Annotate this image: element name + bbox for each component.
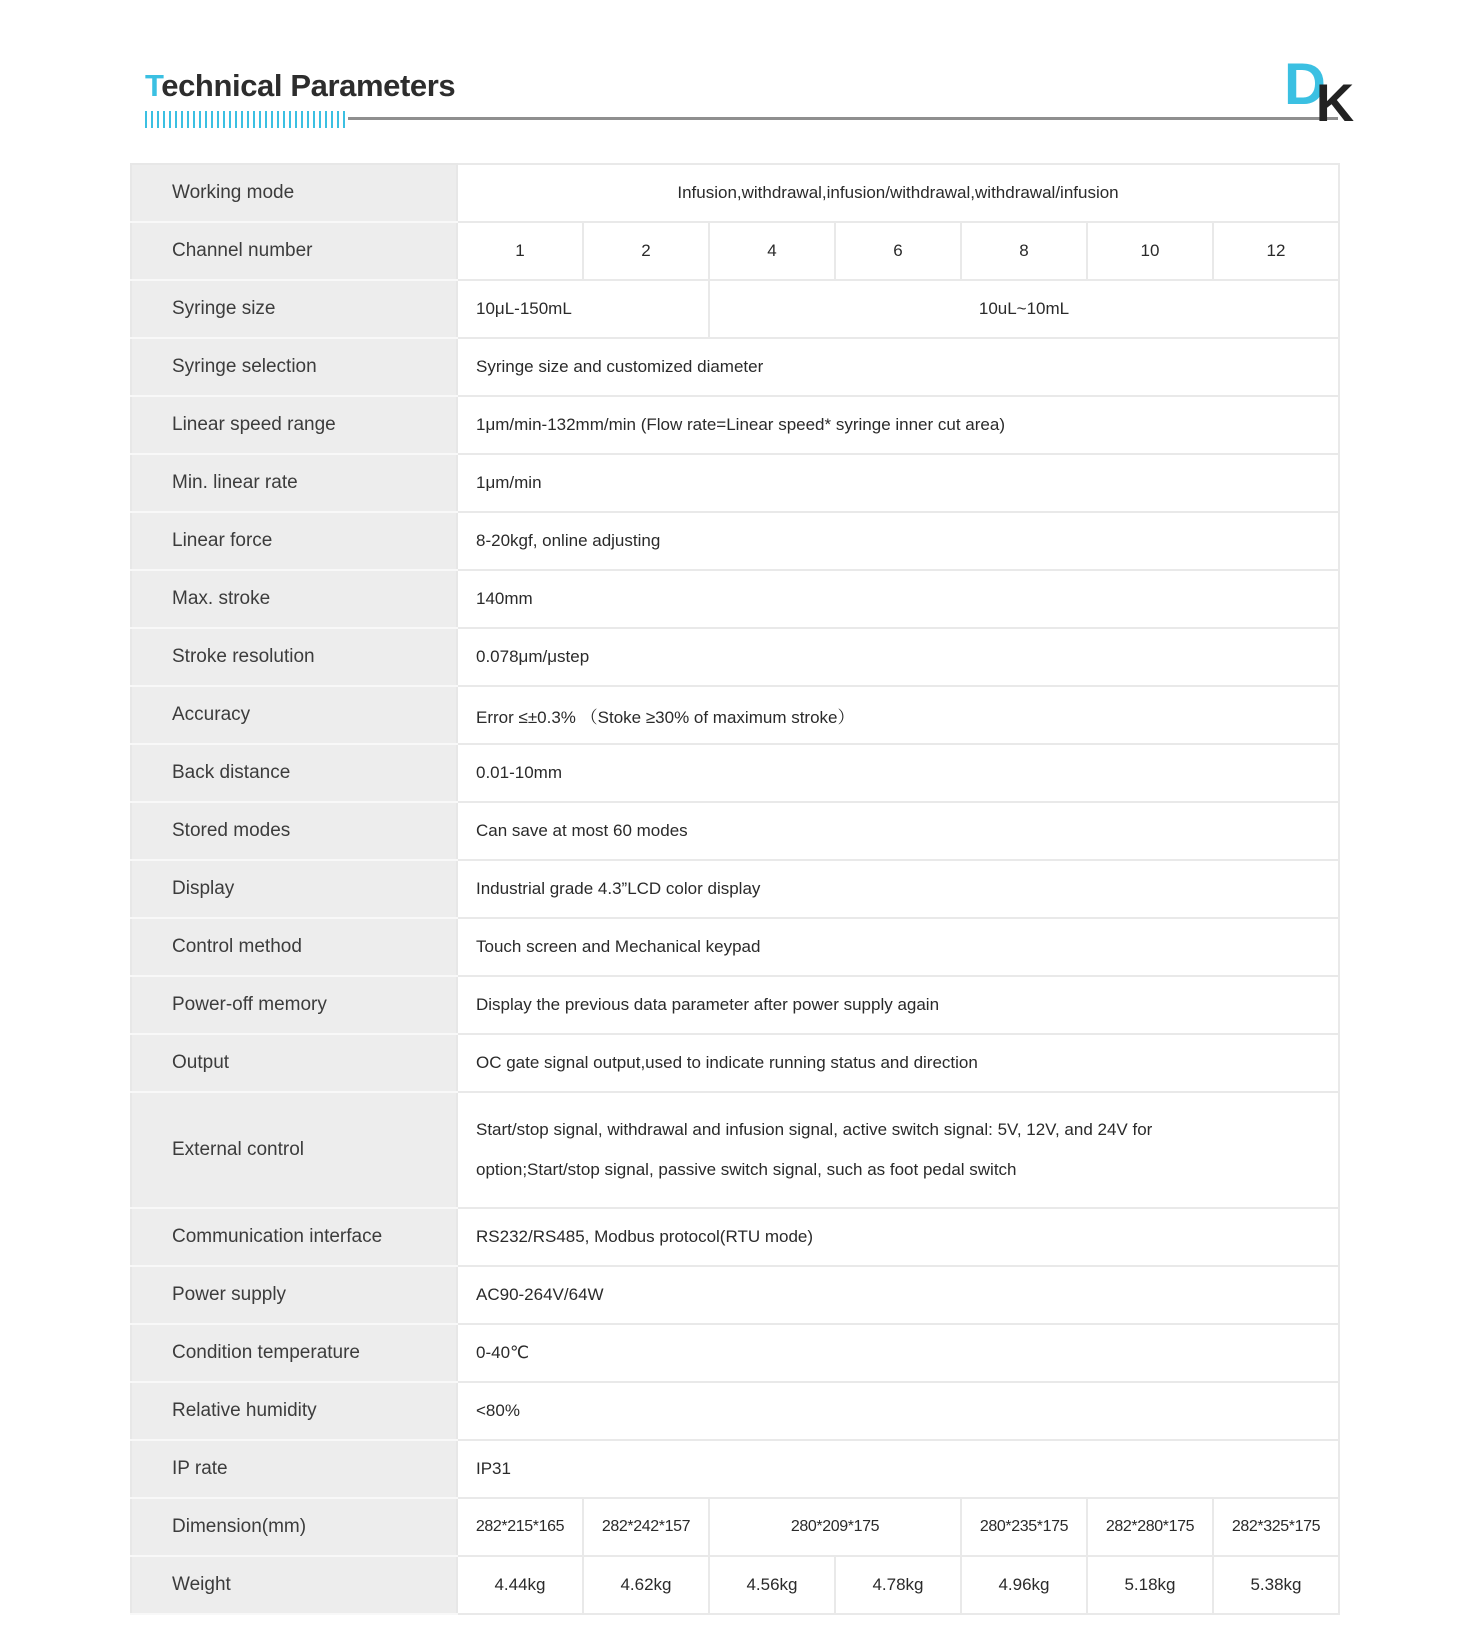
param-value-cell: 0.078μm/μstep	[457, 628, 1339, 686]
param-label-cell: Relative humidity	[131, 1382, 457, 1440]
brand-logo-letter-d: D	[1284, 52, 1326, 117]
param-value-cell: IP31	[457, 1440, 1339, 1498]
param-value-cell: 4.56kg	[709, 1556, 835, 1614]
brand-logo-letter-k: K	[1315, 74, 1355, 133]
param-value-cell: 4	[709, 222, 835, 280]
param-value-cell	[457, 1092, 1339, 1208]
table-row	[131, 222, 1339, 280]
param-value-cell: 10	[1087, 222, 1213, 280]
param-label-cell: Weight	[131, 1556, 457, 1614]
technical-parameters-table	[130, 163, 1340, 1615]
param-value-cell: 280*235*175	[961, 1498, 1087, 1556]
param-label-cell: Working mode	[131, 164, 457, 222]
param-value-cell: 1μm/min	[457, 454, 1339, 512]
table-row	[131, 686, 1339, 744]
param-value-cell: <80%	[457, 1382, 1339, 1440]
param-label-cell: Min. linear rate	[131, 454, 457, 512]
table-row	[131, 338, 1339, 396]
param-value-cell: 0-40℃	[457, 1324, 1339, 1382]
title-divider-line	[348, 117, 1338, 120]
param-label-cell: Channel number	[131, 222, 457, 280]
param-value-cell: 2	[583, 222, 709, 280]
table-row	[131, 860, 1339, 918]
param-value-cell: 5.18kg	[1087, 1556, 1213, 1614]
param-value-cell: Can save at most 60 modes	[457, 802, 1339, 860]
param-value-cell: 6	[835, 222, 961, 280]
param-label-cell: Display	[131, 860, 457, 918]
brand-logo	[1284, 52, 1364, 133]
param-value-cell: 12	[1213, 222, 1339, 280]
table-row	[131, 918, 1339, 976]
param-value-cell: 8	[961, 222, 1087, 280]
param-value-cell: 140mm	[457, 570, 1339, 628]
barcode-decoration-icon	[145, 111, 346, 128]
param-label-cell: Communication interface	[131, 1208, 457, 1266]
param-value-text: Start/stop signal, withdrawal and infusion signal, active switch signal: 5V, 12V, and 24V for option;Start/stop signal, passive switch signal, such as foot pedal switch	[476, 1120, 1153, 1179]
param-label-cell: Syringe size	[131, 280, 457, 338]
param-value-cell: 4.78kg	[835, 1556, 961, 1614]
param-value-cell: 4.44kg	[457, 1556, 583, 1614]
table-row	[131, 1034, 1339, 1092]
param-value-cell: Touch screen and Mechanical keypad	[457, 918, 1339, 976]
param-value-cell: 5.38kg	[1213, 1556, 1339, 1614]
param-label-cell: IP rate	[131, 1440, 457, 1498]
table-row	[131, 1382, 1339, 1440]
table-row	[131, 628, 1339, 686]
param-value-cell: Industrial grade 4.3”LCD color display	[457, 860, 1339, 918]
param-label-cell: Linear force	[131, 512, 457, 570]
table-row	[131, 1208, 1339, 1266]
param-value-cell: 282*215*165	[457, 1498, 583, 1556]
table-row	[131, 164, 1339, 222]
table-row	[131, 1092, 1339, 1208]
table-row	[131, 512, 1339, 570]
table-row	[131, 976, 1339, 1034]
param-value-cell: 1μm/min-132mm/min (Flow rate=Linear speed* syringe inner cut area)	[457, 396, 1339, 454]
param-label-cell: Stroke resolution	[131, 628, 457, 686]
table-row	[131, 280, 1339, 338]
table-row	[131, 1266, 1339, 1324]
param-label-cell: Output	[131, 1034, 457, 1092]
param-label-cell: Accuracy	[131, 686, 457, 744]
table-row	[131, 1498, 1339, 1556]
param-value-cell: 10μL-150mL	[457, 280, 709, 338]
table-row	[131, 1324, 1339, 1382]
param-value-cell: 8-20kgf, online adjusting	[457, 512, 1339, 570]
param-value-cell: RS232/RS485, Modbus protocol(RTU mode)	[457, 1208, 1339, 1266]
param-label-cell: Control method	[131, 918, 457, 976]
table-row	[131, 396, 1339, 454]
param-value-cell: AC90-264V/64W	[457, 1266, 1339, 1324]
param-value-cell: 280*209*175	[709, 1498, 961, 1556]
param-label-cell: Max. stroke	[131, 570, 457, 628]
table-row	[131, 1556, 1339, 1614]
param-value-cell: Error ≤±0.3% （Stoke ≥30% of maximum stroke）	[457, 686, 1339, 744]
param-label-cell: Syringe selection	[131, 338, 457, 396]
param-value-cell: 282*325*175	[1213, 1498, 1339, 1556]
param-label-cell: Dimension(mm)	[131, 1498, 457, 1556]
table-row	[131, 454, 1339, 512]
param-value-cell: 4.96kg	[961, 1556, 1087, 1614]
page-title-accent-letter: T	[145, 68, 162, 103]
param-value-cell: OC gate signal output,used to indicate running status and direction	[457, 1034, 1339, 1092]
page-title-text: echnical Parameters	[161, 68, 456, 103]
param-value-cell: Display the previous data parameter after power supply again	[457, 976, 1339, 1034]
table-row	[131, 570, 1339, 628]
param-value-cell: 282*242*157	[583, 1498, 709, 1556]
param-label-cell: Back distance	[131, 744, 457, 802]
table-row	[131, 744, 1339, 802]
param-label-cell: Linear speed range	[131, 396, 457, 454]
param-value-cell: Infusion,withdrawal,infusion/withdrawal,withdrawal/infusion	[457, 164, 1339, 222]
param-value-cell: 1	[457, 222, 583, 280]
page-title	[145, 68, 455, 104]
param-label-cell: Power supply	[131, 1266, 457, 1324]
param-value-cell: 0.01-10mm	[457, 744, 1339, 802]
param-label-cell: Power-off memory	[131, 976, 457, 1034]
param-value-cell: 282*280*175	[1087, 1498, 1213, 1556]
param-value-cell: 10uL~10mL	[709, 280, 1339, 338]
param-value-cell: 4.62kg	[583, 1556, 709, 1614]
table-row	[131, 1440, 1339, 1498]
param-value-cell: Syringe size and customized diameter	[457, 338, 1339, 396]
param-label-cell: External control	[131, 1092, 457, 1208]
table-row	[131, 802, 1339, 860]
param-label-cell: Condition temperature	[131, 1324, 457, 1382]
param-label-cell: Stored modes	[131, 802, 457, 860]
